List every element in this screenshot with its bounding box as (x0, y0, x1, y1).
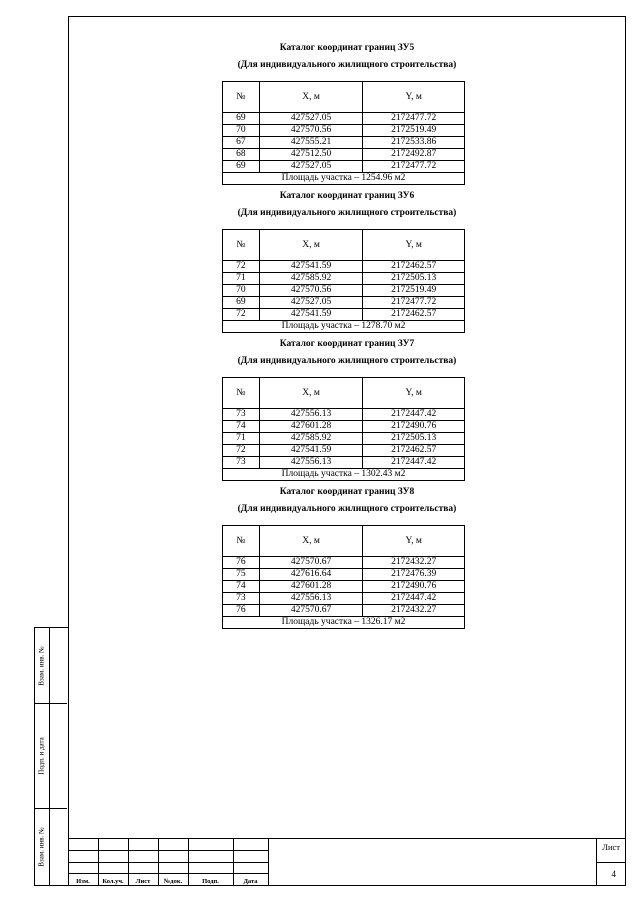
catalog-subtitle: (Для индивидуального жилищного строительства) (237, 60, 457, 70)
point-number: 67 (223, 137, 260, 149)
point-number: 72 (223, 309, 260, 321)
coordinates-table (222, 229, 465, 333)
catalog-title: Каталог координат границ ЗУ8 (279, 487, 415, 497)
area-row (223, 469, 465, 481)
x-value: 427601.28 (259, 421, 363, 433)
catalog-subtitle: (Для индивидуального жилищного строительства) (237, 208, 457, 218)
y-value: 2172447.42 (363, 409, 465, 421)
y-value: 2172477.72 (363, 113, 465, 125)
table-row (223, 433, 465, 445)
catalog-title: Каталог координат границ ЗУ6 (279, 191, 415, 201)
x-value: 427556.13 (259, 593, 363, 605)
col-header-number: № (223, 230, 260, 261)
x-value: 427585.92 (259, 273, 363, 285)
x-value: 427570.56 (259, 125, 363, 137)
y-value: 2172432.27 (363, 557, 465, 569)
table-header-row (223, 526, 465, 557)
x-value: 427570.56 (259, 285, 363, 297)
table-row (223, 113, 465, 125)
point-number: 69 (223, 113, 260, 125)
col-header-number: № (223, 526, 260, 557)
area-row (223, 321, 465, 333)
table-row (223, 285, 465, 297)
coordinates-table (222, 377, 465, 481)
y-value: 2172519.49 (363, 285, 465, 297)
table-row (223, 457, 465, 469)
catalog-zu6 (68, 188, 626, 333)
x-value: 427585.92 (259, 433, 363, 445)
catalog-zu5 (68, 40, 626, 185)
plot-area: Площадь участка – 1278.70 м2 (223, 321, 465, 333)
x-value: 427601.28 (259, 581, 363, 593)
plot-area: Площадь участка – 1326.17 м2 (223, 617, 465, 629)
col-header-x: X, м (259, 82, 363, 113)
point-number: 73 (223, 457, 260, 469)
point-number: 70 (223, 285, 260, 297)
x-value: 427527.05 (259, 113, 363, 125)
table-header-row (223, 378, 465, 409)
x-value: 427555.21 (259, 137, 363, 149)
point-number: 68 (223, 149, 260, 161)
sheet-label: Лист (602, 842, 620, 852)
strip-label-signature-date: Подп. и дата (38, 737, 46, 775)
catalog-subtitle: (Для индивидуального жилищного строительства) (237, 504, 457, 514)
point-number: 71 (223, 433, 260, 445)
col-header-y: Y, м (363, 378, 465, 409)
y-value: 2172462.57 (363, 261, 465, 273)
point-number: 74 (223, 581, 260, 593)
table-header-row (223, 230, 465, 261)
table-row (223, 445, 465, 457)
sheet-number: 4 (611, 869, 616, 879)
table-row (223, 161, 465, 173)
table-row (223, 125, 465, 137)
y-value: 2172492.87 (363, 149, 465, 161)
document-content (68, 40, 626, 629)
x-value: 427541.59 (259, 261, 363, 273)
y-value: 2172447.42 (363, 593, 465, 605)
table-row (223, 421, 465, 433)
catalog-zu7 (68, 336, 626, 481)
area-row (223, 173, 465, 185)
x-value: 427556.13 (259, 409, 363, 421)
col-header-y: Y, м (363, 526, 465, 557)
point-number: 73 (223, 409, 260, 421)
col-header-x: X, м (259, 378, 363, 409)
catalog-title: Каталог координат границ ЗУ7 (279, 339, 415, 349)
plot-area: Площадь участка – 1254.96 м2 (223, 173, 465, 185)
col-header-x: X, м (259, 526, 363, 557)
stamp-header-doc-number: №док. (163, 878, 183, 885)
y-value: 2172505.13 (363, 433, 465, 445)
table-row (223, 557, 465, 569)
strip-cell-replacement-inv (35, 628, 67, 704)
point-number: 75 (223, 569, 260, 581)
table-row (223, 137, 465, 149)
y-value: 2172477.72 (363, 161, 465, 173)
y-value: 2172476.39 (363, 569, 465, 581)
x-value: 427570.67 (259, 605, 363, 617)
table-row (223, 409, 465, 421)
x-value: 427541.59 (259, 309, 363, 321)
y-value: 2172490.76 (363, 581, 465, 593)
col-header-y: Y, м (363, 82, 465, 113)
point-number: 72 (223, 445, 260, 457)
y-value: 2172462.57 (363, 309, 465, 321)
point-number: 69 (223, 297, 260, 309)
table-row (223, 273, 465, 285)
point-number: 74 (223, 421, 260, 433)
table-header-row (223, 82, 465, 113)
point-number: 76 (223, 557, 260, 569)
table-row (223, 593, 465, 605)
stamp-header-sheet: Лист (135, 878, 151, 885)
table-row (223, 309, 465, 321)
strip-label-replacement-inv: Взам. инв. № (38, 645, 47, 686)
stamp-header-count: Кол.уч. (102, 878, 124, 885)
point-number: 76 (223, 605, 260, 617)
x-value: 427570.67 (259, 557, 363, 569)
strip-label-inv-number: Взам. инв. № (38, 827, 47, 867)
table-row (223, 581, 465, 593)
stamp-header-signature: Подп. (202, 878, 219, 885)
coordinates-table (222, 525, 465, 629)
table-row (223, 605, 465, 617)
table-row (223, 569, 465, 581)
y-value: 2172519.49 (363, 125, 465, 137)
y-value: 2172432.27 (363, 605, 465, 617)
y-value: 2172533.86 (363, 137, 465, 149)
point-number: 73 (223, 593, 260, 605)
strip-cell-signature-date (35, 704, 67, 809)
x-value: 427616.64 (259, 569, 363, 581)
x-value: 427527.05 (259, 161, 363, 173)
col-header-number: № (223, 378, 260, 409)
point-number: 72 (223, 261, 260, 273)
table-row (223, 149, 465, 161)
plot-area: Площадь участка – 1302.43 м2 (223, 469, 465, 481)
y-value: 2172505.13 (363, 273, 465, 285)
col-header-x: X, м (259, 230, 363, 261)
catalog-zu8 (68, 484, 626, 629)
table-row (223, 297, 465, 309)
area-row (223, 617, 465, 629)
table-row (223, 261, 465, 273)
stamp-header-change: Изм. (76, 878, 90, 885)
y-value: 2172490.76 (363, 421, 465, 433)
y-value: 2172477.72 (363, 297, 465, 309)
strip-cell-inv-number (35, 809, 67, 885)
coordinates-table (222, 81, 465, 185)
catalog-subtitle: (Для индивидуального жилищного строительства) (237, 356, 457, 366)
point-number: 69 (223, 161, 260, 173)
binding-strip (34, 627, 68, 886)
point-number: 71 (223, 273, 260, 285)
x-value: 427512.50 (259, 149, 363, 161)
point-number: 70 (223, 125, 260, 137)
col-header-number: № (223, 82, 260, 113)
title-block (68, 838, 626, 886)
stamp-header-date: Дата (243, 878, 258, 885)
y-value: 2172462.57 (363, 445, 465, 457)
col-header-y: Y, м (363, 230, 465, 261)
y-value: 2172447.42 (363, 457, 465, 469)
x-value: 427541.59 (259, 445, 363, 457)
x-value: 427556.13 (259, 457, 363, 469)
catalog-title: Каталог координат границ ЗУ5 (279, 43, 415, 53)
x-value: 427527.05 (259, 297, 363, 309)
